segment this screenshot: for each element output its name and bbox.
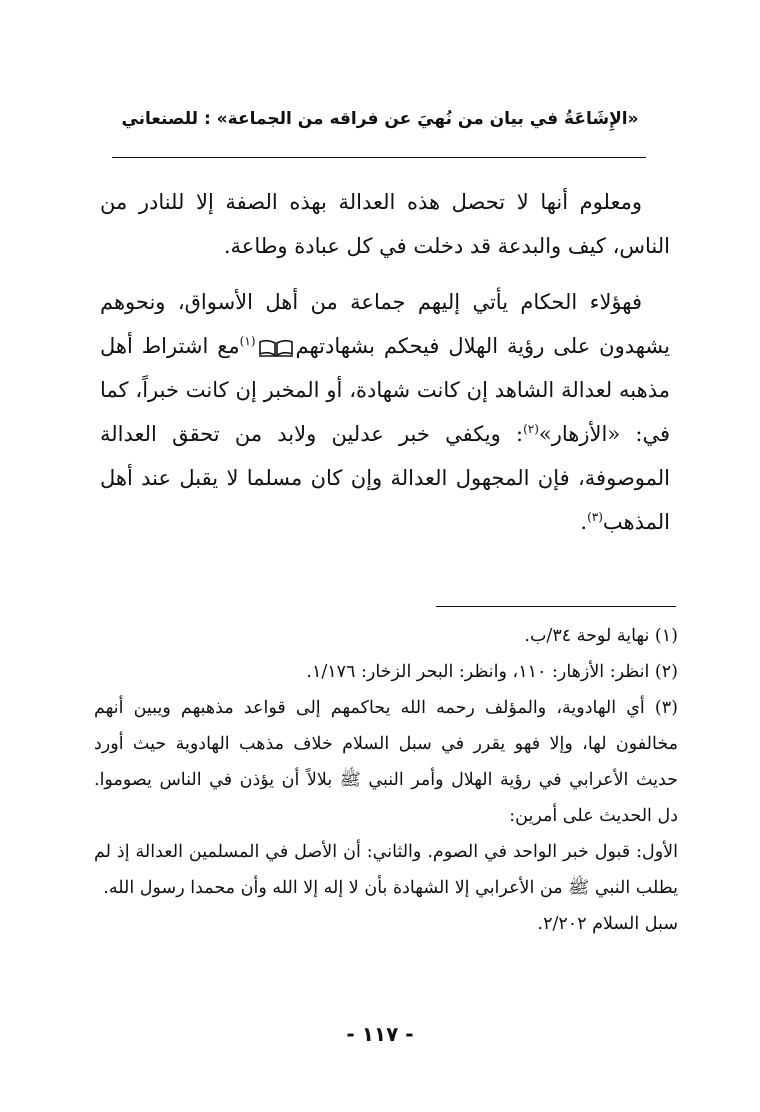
footnote-ref-2[interactable]: (٢) bbox=[523, 422, 539, 436]
paragraph-2-part-a: فهؤلاء الحكام يأتي إليهم جماعة من أهل الأسواق، ونحوهم يشهدون على رؤية الهلال فيحكم بشهادتهم bbox=[100, 290, 670, 358]
footnote-2: (٢) انظر: الأزهار: ١١٠، وانظر: البحر الزخار: ١/١٧٦. bbox=[306, 662, 678, 682]
paragraph-2-part-b: مع اشتراط أهل مذهبه لعدالة الشاهد إن كانت شهادة، أو المخبر إن كانت خبراً، كما في: «الأزهار» bbox=[100, 334, 670, 446]
footnotes bbox=[94, 618, 678, 942]
paragraph-2-part-c: : ويكفي خبر عدلين ولابد من تحقق العدالة الموصوفة، فإن المجهول العدالة وإن كان مسلما لا يقبل عند أهل المذهب bbox=[100, 422, 670, 534]
open-book-icon bbox=[258, 339, 294, 357]
paragraph-1: ومعلوم أنها لا تحصل هذه العدالة بهذه الصفة إلا للنادر من الناس، كيف والبدعة قد دخلت في كل عبادة وطاعة. bbox=[100, 190, 670, 258]
footnote-3-continued: الأول: قبول خبر الواحد في الصوم. والثاني: أن الأصل في المسلمين العدالة إذ لم يطلب النبي ﷺ من الأعرابي إلا الشهادة بأن لا إله إلا الله وأن محمدا رسول الله. bbox=[94, 842, 678, 898]
paragraph-2 bbox=[100, 280, 670, 544]
footnote-ref-3[interactable]: (٣) bbox=[587, 510, 603, 524]
header-divider bbox=[112, 157, 646, 158]
paragraph-2-end: . bbox=[580, 510, 588, 534]
footnote-divider bbox=[436, 606, 676, 607]
footnote-3-source: سبل السلام ٢/٢٠٢. bbox=[537, 914, 678, 934]
footnote-3: (٣) أي الهادوية، والمؤلف رحمه الله يحاكمهم إلى قواعد مذهبهم ويبين أنهم مخالفون لها، وإلا فهو يقرر في سبل السلام خلاف مذهب الهادوية حيث أورد حديث الأعرابي في رؤية الهلال وأمر النبي ﷺ بلالاً أن يؤذن في الناس يصوموا. دل الحديث على أمرين: bbox=[94, 698, 678, 826]
running-header: «الإِشَاعَةُ في بيان من نُهيَ عن فراقه من الجماعة» : للصنعاني bbox=[121, 109, 639, 129]
footnote-1: (١) نهاية لوحة ٣٤/ب. bbox=[524, 626, 678, 646]
main-text bbox=[100, 180, 670, 544]
footnote-ref-1[interactable]: (١) bbox=[239, 334, 256, 348]
page-number: - ١١٧ - bbox=[346, 1022, 414, 1046]
